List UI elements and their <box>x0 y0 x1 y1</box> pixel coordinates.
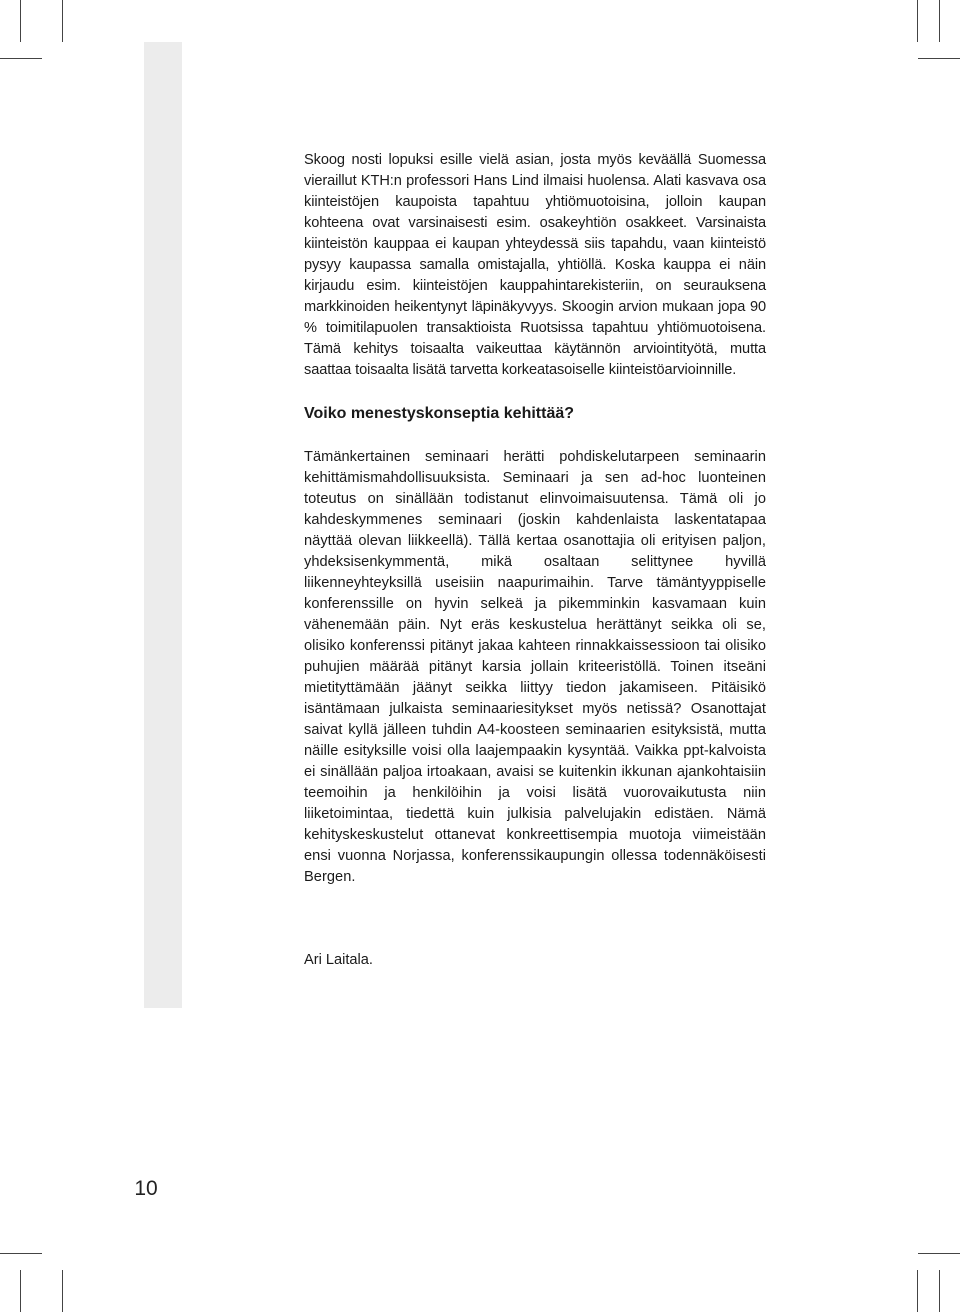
section-heading: Voiko menestyskonseptia kehittää? <box>304 405 575 422</box>
crop-mark <box>20 0 21 42</box>
page-number: 10 <box>134 1177 158 1200</box>
crop-mark <box>918 58 960 59</box>
crop-mark <box>20 1270 21 1312</box>
crop-mark <box>0 1253 42 1254</box>
article-paragraph: Skoog nosti lopuksi esille vielä asian, josta myös keväällä Suomessa vieraillut KTH:n professori Hans Lind ilmaisi huolensa. Alati kasvava osa kiinteistöjen kaupoista tapahtuu yhtiömuotoisina, jolloin kaupan kohteena ovat varsinaisesti esim. osakeyhtiön osakkeet. Varsinaista kiinteistön kauppaa ei kaupan yhteydessä siis tapahdu, vaan kiinteistö pysyy kaupassa samalla omistajalla, yhtiöllä. Koska kauppa ei näin kirjaudu esim. kiinteistöjen kauppahintarekisteriin, on seurauksena markkinoiden heikentynyt läpinäkyvyys. Skoogin arvion mukaan jopa 90 % toimitilapuolen transaktioista Ruotsissa tapahtuu yhtiömuotoisena. Tämä kehitys toisaalta vaikeuttaa käytännön arviointityötä, mutta saattaa toisaalta lisätä tarvetta korkeatasoiselle kiinteistöarvioinnille. <box>304 152 766 378</box>
crop-mark <box>917 1270 918 1312</box>
article-paragraph: Tämänkertainen seminaari herätti pohdiskelutarpeen seminaarin kehittämismahdollisuuksista. Seminaari ja sen ad-hoc luonteinen toteutus on sinällään todistanut elinvoimaisuutensa. Tämä oli jo kahdeskymmenes seminaari (joskin kahdenlaista laskentatapaa näyttää olevan liikkeellä). Tällä kertaa osanottajia oli erityisen paljon, yhdeksisenkymmentä, mikä osaltaan selittynee hyvillä liikenneyhteyksillä useisiin naapurimaihin. Tarve tämäntyyppiselle konferenssille on hyvin selkeä ja pikemminkin kasvamaan kuin vähenemään päin. Nyt eräs keskustelua herättänyt seikka oli se, olisiko konferenssi pitänyt jakaa kahteen rinnakkaissessioon tai olisiko puhujien määrää pitänyt karsia jollain kriteeristöllä. Toinen itseäni mietityttämään jäänyt seikka liittyy tiedon jakamiseen. Pitäisikö isäntämaan julkaista seminaariesitykset myös netissä? Osanottajat saivat kyllä jälleen tuhdin A4-koosteen seminaarien esityksistä, mutta näille esityksille voisi olla laajempaakin kysyntää. Vaikka ppt-kalvoista ei sinällään paljoa irtoakaan, avaisi se kuitenkin ikkunan ajankohtaisiin teemoihin ja henkilöihin ja voisi lisätä vuorovaikutusta niin liiketoimintaa, tiedettä kuin julkisia palvelujakin edistäen. Nämä kehityskeskustelut ottanevat konkreettisempia muotoja viimeistään ensi vuonna Norjassa, konferenssikaupungin ollessa todennäköisesti Bergen. <box>304 449 766 885</box>
crop-mark <box>939 0 940 42</box>
crop-mark <box>917 0 918 42</box>
crop-mark <box>62 1270 63 1312</box>
crop-mark <box>939 1270 940 1312</box>
crop-mark <box>0 58 42 59</box>
crop-mark <box>918 1253 960 1254</box>
article-body <box>304 150 766 971</box>
sidebar-strip <box>144 42 182 1008</box>
crop-mark <box>62 0 63 42</box>
author-signature: Ari Laitala. <box>304 952 373 968</box>
